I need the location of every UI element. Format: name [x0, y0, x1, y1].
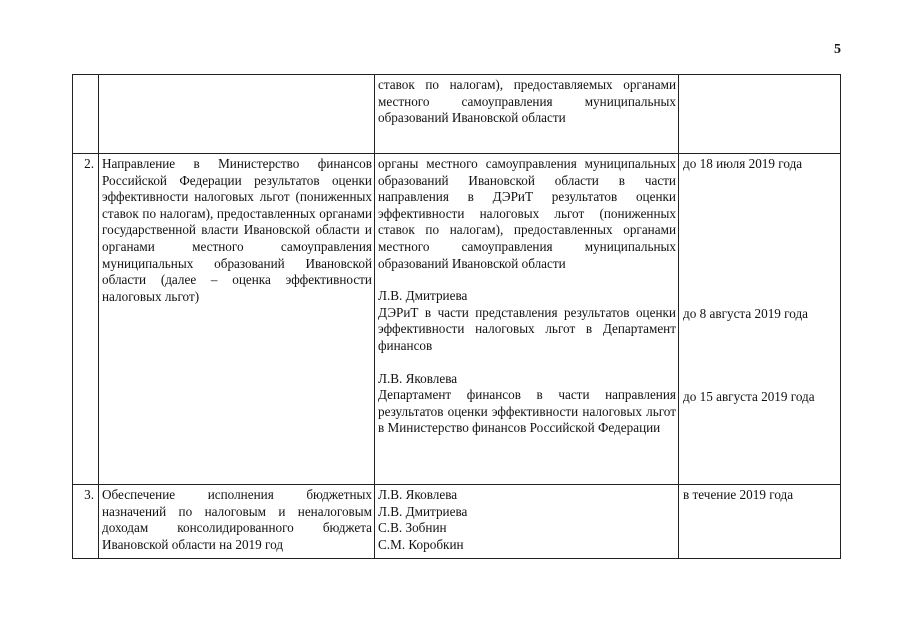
event-cell: [99, 75, 375, 154]
deadline-cell: [679, 154, 841, 485]
row-number-cell: [73, 75, 99, 154]
event-cell: Направление в Министерство финансов Российской Федерации результатов оценки эффективности налоговых льгот (пониженных ставок по налогам), предоставленных органами государственной власти Ивановской области и органами местного самоуправления муниципальных образований Ивановской области (далее – оценка эффективности налоговых льгот): [99, 154, 375, 485]
deadline-text: до 15 августа 2019 года: [683, 389, 815, 405]
executor-text: Департамент финансов в части направления результатов оценки эффективности налоговых льгот в Министерство финансов Российской Федерации: [378, 387, 676, 436]
executor-cell: [375, 485, 679, 559]
executor-cell: ставок по налогам), предоставляемых органами местного самоуправления муниципальных образований Ивановской области: [375, 75, 679, 154]
executor-cell: [375, 154, 679, 485]
deadline-text: до 18 июля 2019 года: [683, 156, 803, 171]
event-cell: Обеспечение исполнения бюджетных назначений по налоговым и неналоговым доходам консолидированного бюджета Ивановской области на 2019 год: [99, 485, 375, 559]
deadline-cell: [679, 75, 841, 154]
executor-name: С.В. Зобнин: [378, 520, 447, 536]
table-row: [73, 485, 841, 559]
executor-text: ДЭРиТ в части представления результатов оценки эффективности налоговых льгот в Департамент финансов: [378, 304, 676, 353]
executor-text: органы местного самоуправления муниципальных образований Ивановской области в части направления в ДЭРиТ результатов оценки эффективности налоговых льгот (пониженных ставок по налогам), предоставленных органами местного самоуправления муниципальных образований Ивановской области: [378, 156, 676, 271]
measures-table: [72, 74, 841, 559]
executor-name: Л.В. Дмитриева: [378, 503, 468, 519]
deadline-cell: в течение 2019 года: [679, 485, 841, 559]
row-number-cell: 3.: [73, 485, 99, 559]
executor-name: С.М. Коробкин: [378, 536, 464, 552]
page-number: 5: [834, 42, 841, 57]
executor-name: Л.В. Яковлева: [378, 370, 458, 386]
table-row: [73, 154, 841, 485]
executor-name: Л.В. Яковлева: [378, 487, 458, 502]
table-row: [73, 75, 841, 154]
deadline-text: до 8 августа 2019 года: [683, 305, 809, 321]
row-number-cell: 2.: [73, 154, 99, 485]
executor-name: Л.В. Дмитриева: [378, 288, 468, 304]
